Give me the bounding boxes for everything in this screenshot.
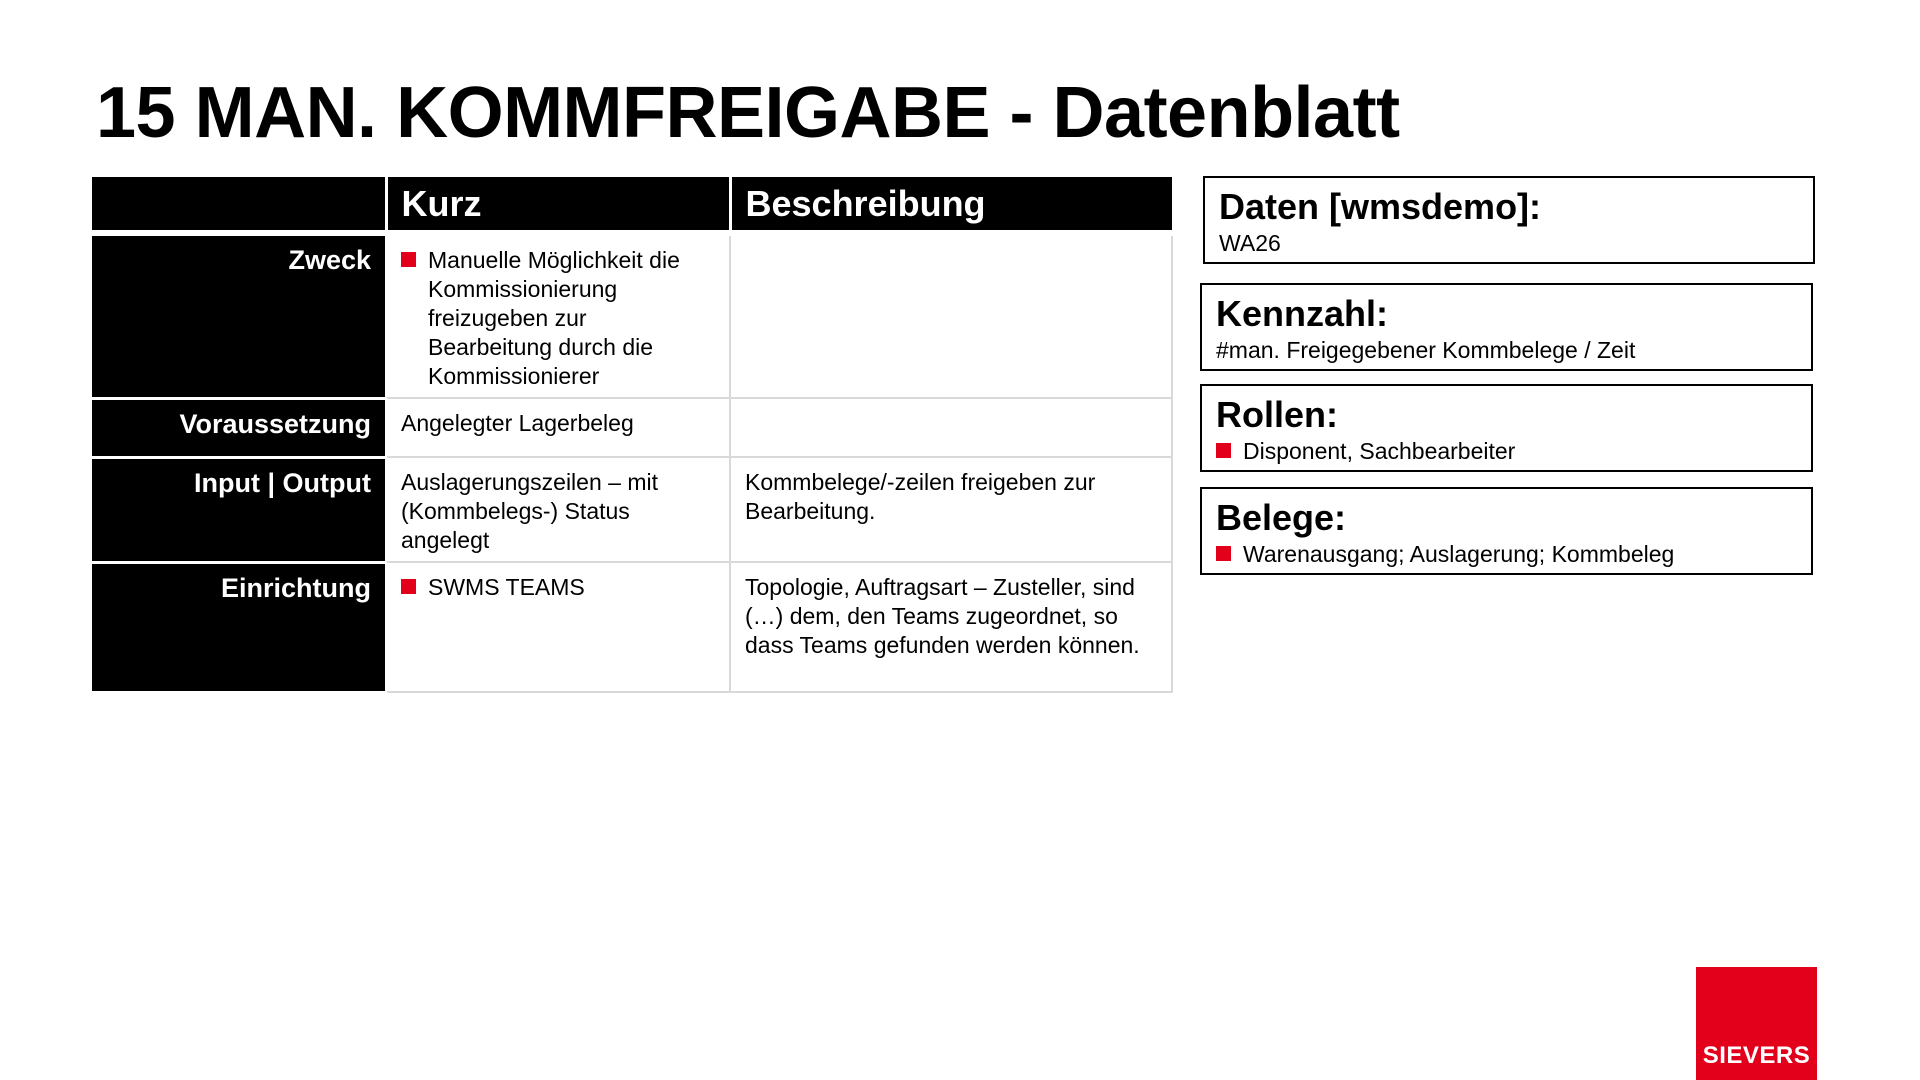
sievers-logo	[1696, 967, 1817, 1080]
data-sheet-table	[92, 177, 1173, 694]
rollen-value: Disponent, Sachbearbeiter	[1243, 438, 1516, 464]
cell-input-output-beschreibung: Kommbelege/-zeilen freigeben zur Bearbeitung.	[730, 457, 1172, 562]
cell-einrichtung-kurz	[386, 562, 730, 692]
row-label-voraussetzung: Voraussetzung	[92, 398, 386, 457]
header-kurz: Kurz	[386, 177, 730, 233]
logo-text: SIEVERS	[1702, 1042, 1811, 1069]
cell-zweck-kurz	[386, 233, 730, 398]
belege-box	[1200, 487, 1813, 575]
table-row-input-output	[92, 457, 1172, 562]
red-square-bullet-icon	[401, 579, 416, 594]
daten-box	[1203, 176, 1815, 264]
header-beschreibung: Beschreibung	[730, 177, 1172, 233]
rollen-bullet	[1216, 436, 1799, 466]
cell-input-output-kurz: Auslagerungszeilen – mit (Kommbelegs-) Status angelegt	[386, 457, 730, 562]
table-row-zweck	[92, 233, 1172, 398]
red-square-bullet-icon	[1216, 546, 1231, 561]
cell-text: SWMS TEAMS	[428, 574, 585, 600]
cell-einrichtung-beschreibung: Topologie, Auftragsart – Zusteller, sind (…) dem, den Teams zugeordnet, so dass Teams gefunden werden können.	[730, 562, 1172, 692]
red-square-bullet-icon	[1216, 443, 1231, 458]
belege-value: Warenausgang; Auslagerung; Kommbeleg	[1243, 541, 1675, 567]
cell-zweck-beschreibung	[730, 233, 1172, 398]
cell-voraussetzung-kurz: Angelegter Lagerbeleg	[386, 398, 730, 457]
cell-text: Manuelle Möglichkeit die Kommissionierung freizugeben zur Bearbeitung durch die Kommissionierer	[428, 247, 680, 389]
bullet-item	[401, 246, 715, 391]
table-row-einrichtung	[92, 562, 1172, 692]
belege-heading: Belege:	[1216, 497, 1347, 538]
cell-voraussetzung-beschreibung	[730, 398, 1172, 457]
table-row-voraussetzung	[92, 398, 1172, 457]
daten-heading: Daten [wmsdemo]:	[1219, 186, 1542, 227]
kennzahl-box	[1200, 283, 1813, 371]
belege-bullet	[1216, 539, 1799, 569]
row-label-einrichtung: Einrichtung	[92, 562, 386, 692]
table-header-row	[92, 177, 1172, 233]
red-square-bullet-icon	[401, 252, 416, 267]
kennzahl-value: #man. Freigegebener Kommbelege / Zeit	[1216, 337, 1636, 363]
rollen-heading: Rollen:	[1216, 394, 1338, 435]
rollen-box	[1200, 384, 1813, 472]
bullet-item	[401, 573, 715, 602]
header-empty	[92, 177, 386, 233]
page-title: 15 MAN. KOMMFREIGABE - Datenblatt	[96, 73, 1400, 153]
kennzahl-heading: Kennzahl:	[1216, 293, 1389, 334]
row-label-input-output: Input | Output	[92, 457, 386, 562]
row-label-zweck: Zweck	[92, 233, 386, 398]
daten-value: WA26	[1219, 230, 1281, 256]
